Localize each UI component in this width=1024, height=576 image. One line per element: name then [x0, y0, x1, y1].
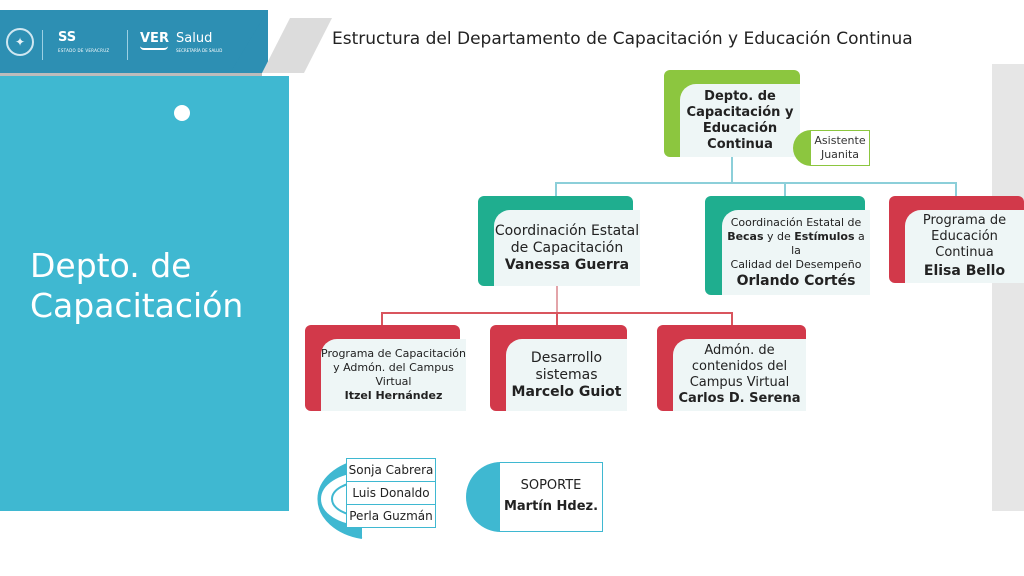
org-text-bold: Becas [727, 229, 764, 243]
header-divider [127, 30, 128, 60]
org-text: Coordinación Estatal [494, 222, 640, 239]
org-text: Programa de [922, 212, 1007, 228]
right-strip [992, 64, 1024, 511]
logo-ss-sub: ESTADO DE VERACRUZ [58, 48, 110, 53]
org-text: Admón. de [704, 343, 775, 358]
section-heading [30, 246, 243, 326]
logo-salud-sub: SECRETARÍA DE SALUD [176, 48, 223, 53]
staff-list [346, 458, 436, 528]
org-box-coord-capacitacion-label [494, 210, 640, 286]
org-text: de Capacitación [510, 239, 624, 256]
header-grey-accent [262, 18, 332, 73]
connector-line [555, 182, 957, 184]
org-text-bold: Estímulos [794, 229, 855, 243]
org-text: Continua [707, 136, 773, 152]
org-box-depto-label [680, 84, 800, 157]
header-band-cut [230, 10, 268, 73]
section-heading-line: Depto. de [30, 246, 192, 285]
org-box-admon-label [673, 339, 806, 411]
org-text: Programa de Capacitación [321, 347, 467, 360]
staff-item: Sonja Cabrera [346, 458, 436, 482]
org-text: y Admón. del Campus [333, 361, 454, 374]
bullet-dot [174, 105, 190, 121]
soporte-box [499, 462, 603, 532]
connector-line [731, 312, 733, 326]
org-text [722, 230, 870, 258]
org-text: Capacitación y [686, 104, 794, 120]
connector-line [556, 286, 558, 313]
org-box-coord-becas-label [722, 210, 870, 295]
org-text: Coordinación Estatal de [730, 215, 862, 229]
soporte-name: Martín Hdez. [503, 499, 599, 514]
assistant-role: Asistente [814, 134, 866, 147]
org-text: y de [763, 229, 795, 243]
page-title: Estructura del Departamento de Capacitación y Educación Continua [332, 29, 913, 49]
org-person: Orlando Cortés [736, 272, 856, 289]
org-person: Elisa Bello [923, 262, 1006, 279]
org-text: Depto. de [704, 88, 776, 104]
org-text: Virtual [375, 375, 412, 388]
connector-line [556, 312, 558, 326]
assistant-name: Juanita [820, 148, 860, 161]
logo-ss: SS [58, 30, 77, 45]
org-text: a la [791, 229, 865, 257]
org-text: Desarrollo [530, 349, 603, 366]
connector-line [381, 312, 383, 326]
logo-ver: VER [140, 31, 169, 46]
staff-item: Perla Guzmán [346, 505, 436, 528]
org-person: Vanessa Guerra [504, 256, 630, 273]
org-text: Campus Virtual [689, 375, 790, 390]
section-heading-line: Capacitación [30, 286, 244, 325]
org-person: Carlos D. Serena [678, 391, 801, 406]
state-seal-icon: ✦ [6, 28, 34, 56]
org-text: Calidad del Desempeño [730, 257, 862, 271]
org-box-prog-capacitacion-label [321, 339, 466, 411]
header-divider [42, 30, 43, 60]
staff-item: Luis Donaldo [346, 482, 436, 505]
connector-line [731, 157, 733, 183]
logo-salud: Salud [176, 31, 213, 46]
soporte-label: SOPORTE [520, 478, 582, 493]
org-text: Educación Continua [931, 228, 998, 260]
org-person: Itzel Hernández [344, 389, 443, 402]
header-band [0, 10, 268, 73]
org-text: contenidos del [691, 359, 788, 374]
logo-smile-icon [140, 46, 168, 50]
org-person: Marcelo Guiot [511, 383, 622, 400]
org-box-desarrollo-label [506, 339, 627, 411]
org-text: Educación [702, 120, 778, 136]
org-box-prog-educacion-label [905, 210, 1024, 283]
assistant-box [810, 130, 870, 166]
org-text: sistemas [535, 366, 598, 383]
